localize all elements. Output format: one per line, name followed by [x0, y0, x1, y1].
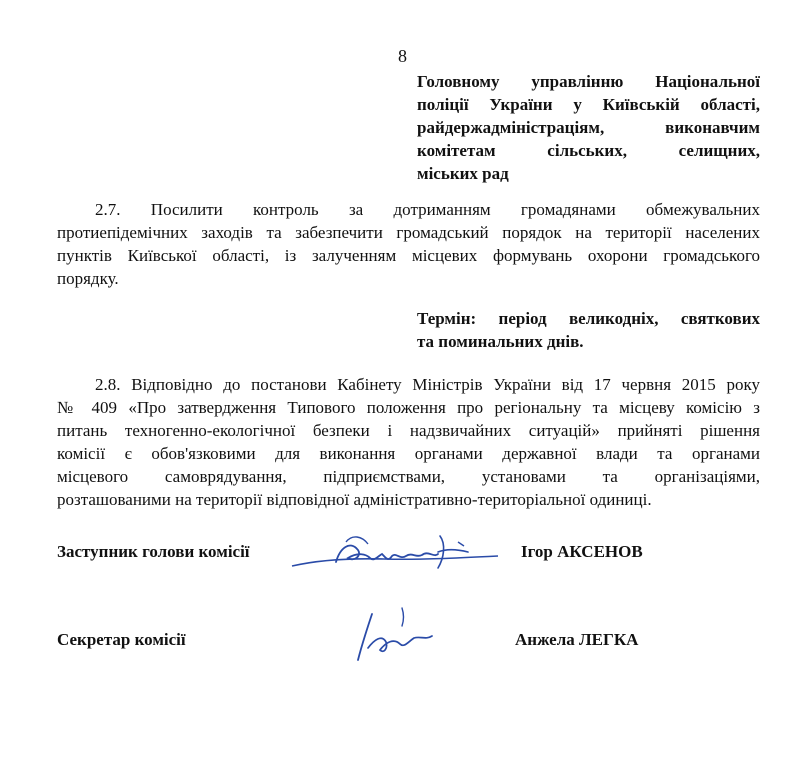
deadline-line: Термін: період великодніх, святкових: [417, 309, 760, 328]
addressee-line: Головному управлінню Національної: [417, 72, 760, 91]
deadline-line: та поминальних днів.: [417, 332, 584, 351]
deputy-title: Заступник голови комісії: [57, 542, 250, 561]
secretary-title: Секретар комісії: [57, 630, 186, 649]
paragraph-line: протиепідемічних заходів та забезпечити громадський порядок на території населених: [57, 223, 760, 242]
addressee-block: [417, 70, 760, 185]
page-number: 8: [398, 46, 407, 66]
deputy-signature: [288, 528, 503, 576]
addressee-line: міських рад: [417, 164, 509, 183]
paragraph-line: питань техногенно-екологічної безпеки і надзвичайних ситуацій» прийняті рішення: [57, 421, 760, 440]
paragraph-line: 2.8. Відповідно до постанови Кабінету Міністрів України від 17 червня 2015 року: [95, 375, 760, 394]
deadline-block: [417, 307, 760, 353]
addressee-line: райдержадміністраціям, виконавчим: [417, 118, 760, 137]
secretary-name: Анжела ЛЕГКА: [515, 630, 639, 649]
paragraph-line: пунктів Київської області, із залученням місцевих формувань охорони громадського: [57, 246, 760, 265]
paragraph-line: місцевого самоврядування, підприємствами, установами та організаціями,: [57, 467, 760, 486]
paragraph-line: 2.7. Посилити контроль за дотриманням громадянами обмежувальних: [95, 200, 760, 219]
addressee-line: комітетам сільських, селищних,: [417, 141, 760, 160]
paragraph-line: порядку.: [57, 269, 119, 288]
item-2-7-paragraph: [57, 198, 760, 290]
paragraph-line: № 409 «Про затвердження Типового положення про регіональну та місцеву комісію з: [57, 398, 760, 417]
addressee-line: поліції України у Київській області,: [417, 95, 760, 114]
paragraph-line: розташованими на території відповідної адміністративно-територіальної одиниці.: [57, 490, 652, 509]
paragraph-line: комісії є обов'язковими для виконання органами державної влади та органами: [57, 444, 760, 463]
item-2-8-paragraph: [57, 373, 760, 511]
secretary-signature: [350, 604, 440, 664]
deputy-name: Ігор АКСЕНОВ: [521, 542, 643, 561]
